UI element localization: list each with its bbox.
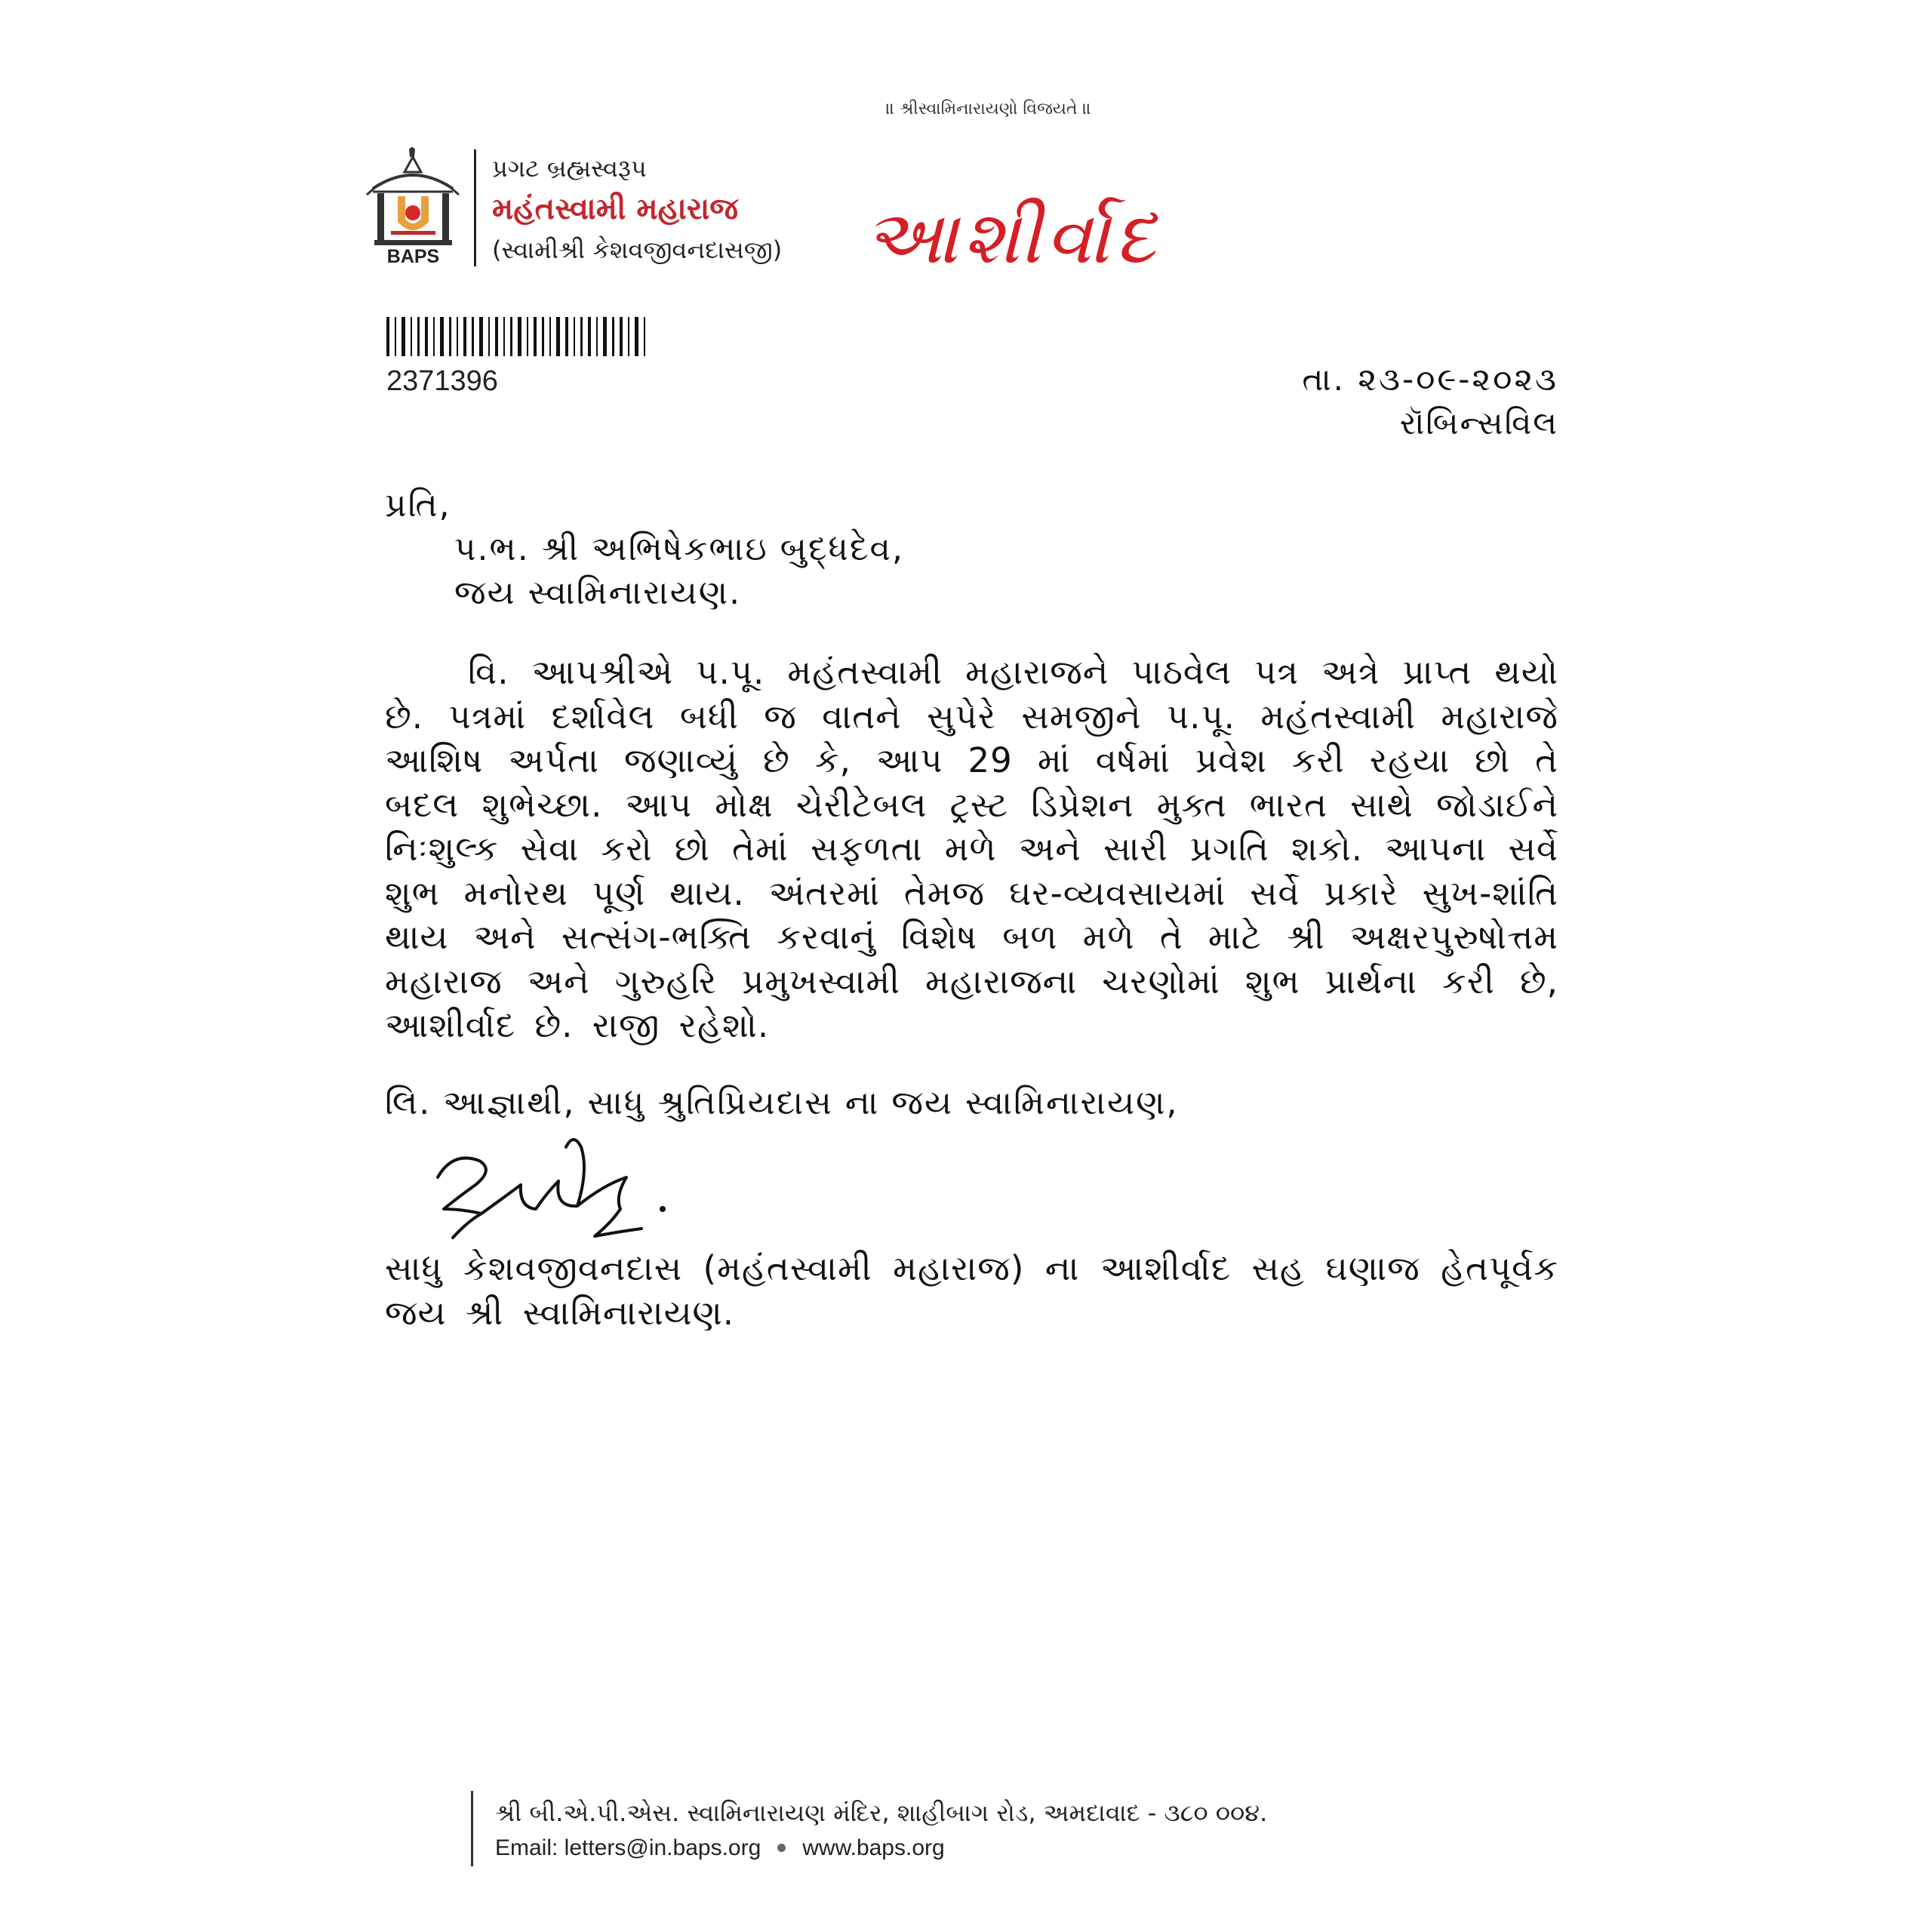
barcode-bar <box>603 317 607 356</box>
barcode-bar <box>644 317 645 356</box>
barcode-bar <box>386 317 389 356</box>
barcode-bar <box>518 317 521 356</box>
title-prefix: પ્રગટ બ્રહ્મસ્વરૂપ <box>492 154 647 183</box>
barcode-bar <box>503 317 505 356</box>
title-name: મહંતસ્વામી મહારાજ <box>492 192 739 226</box>
footer-divider <box>471 1791 473 1866</box>
barcode-bar <box>479 317 483 356</box>
barcode-bar <box>401 317 405 356</box>
barcode-bar <box>457 317 458 356</box>
barcode-bar <box>588 317 591 356</box>
barcode-bar <box>596 317 598 356</box>
barcode-bar <box>510 317 512 356</box>
barcode-bar <box>565 317 568 356</box>
barcode-bar <box>440 317 444 356</box>
title-suffix: (સ્વામીશ્રી કેશવજીવનદાસજી) <box>492 235 783 264</box>
letter-place: રૉબિન્સવિલ <box>1399 405 1558 441</box>
barcode <box>386 317 649 356</box>
salutation: પ્રતિ, <box>385 486 451 525</box>
barcode-bar <box>449 317 451 356</box>
barcode-bar <box>395 317 396 356</box>
barcode-bar <box>549 317 551 356</box>
barcode-bar <box>580 317 583 356</box>
final-note-block <box>385 1247 1558 1335</box>
barcode-bar <box>612 317 614 356</box>
footer-email[interactable]: Email: letters@in.baps.org <box>495 1835 761 1860</box>
barcode-bar <box>574 317 575 356</box>
header-divider <box>474 149 476 266</box>
footer-contact <box>495 1835 945 1861</box>
barcode-bar <box>620 317 623 356</box>
barcode-bar <box>628 317 629 356</box>
signature <box>423 1124 672 1245</box>
barcode-bar <box>488 317 490 356</box>
letter-heading: આશીર્વાદ <box>864 195 1161 281</box>
barcode-bar <box>556 317 560 356</box>
recipient-name: પ.ભ. શ્રી અભિષેકભાઇ બુદ્ધદેવ, <box>454 530 904 568</box>
letter-body <box>385 651 1558 1048</box>
barcode-bar <box>527 317 528 356</box>
barcode-bar <box>433 317 435 356</box>
barcode-bar <box>463 317 466 356</box>
barcode-bar <box>635 317 638 356</box>
footer-address: શ્રી બી.એ.પી.એસ. સ્વામિનારાયણ મંદિર, શાહીબાગ રોડ, અમદાવાદ - ૩૮૦ ૦૦૪. <box>495 1798 1268 1827</box>
closing-line: લિ. આજ્ઞાથી, સાધુ શ્રુતિપ્રિયદાસ ના જય સ્વામિનારાયણ, <box>385 1084 1179 1122</box>
barcode-bar <box>534 317 537 356</box>
barcode-bar <box>417 317 420 356</box>
final-note: સાધુ કેશવજીવનદાસ (મહંતસ્વામી મહારાજ) ના આશીર્વાદ સહ ઘણાજ હેતપૂર્વક જય શ્રી સ્વામિનારાયણ. <box>385 1248 1558 1333</box>
barcode-bar <box>425 317 428 356</box>
logo-text: BAPS <box>386 246 440 267</box>
separator-dot <box>777 1844 786 1852</box>
body-paragraph: વિ. આપશ્રીએ પ.પૂ. મહંતસ્વામી મહારાજને પાઠવેલ પત્ર અત્રે પ્રાપ્ત થયો છે. પત્રમાં દર્શાવેલ બધી જ વાતને સુપેરે સમજીને પ.પૂ. મહંતસ્વામી મહારાજે આશિષ અર્પતા જણાવ્યું છે કે, આપ 29 માં વર્ષમાં પ્રવેશ કરી રહયા છો તે બદલ શુભેચ્છા. આપ મોક્ષ ચેરીટેબલ ટ્રસ્ટ ડિપ્રેશન મુક્ત ભારત સાથે જોડાઈને નિઃશુલ્ક સેવા કરો છો તેમાં સફળતા મળે અને સારી પ્રગતિ શકો. આપના સર્વે શુભ મનોરથ પૂર્ણ થાય. અંતરમાં તેમજ ઘર-વ્યવસાયમાં સર્વે પ્રકારે સુખ-શાંતિ થાય અને સત્સંગ-ભક્તિ કરવાનું વિશેષ બળ મળે તે માટે શ્રી અક્ષરપુરુષોત્તમ મહારાજ અને ગુરુહરિ પ્રમુખસ્વામી મહારાજના ચરણોમાં શુભ પ્રાર્થના કરી છે, આશીર્વાદ છે. રાજી રહેશો. <box>385 652 1558 1045</box>
barcode-bar <box>495 317 498 356</box>
barcode-bar <box>472 317 474 356</box>
barcode-bar <box>411 317 412 356</box>
footer-website[interactable]: www.baps.org <box>802 1835 945 1860</box>
barcode-bar <box>542 317 544 356</box>
baps-logo <box>362 145 464 269</box>
barcode-number: 2371396 <box>386 365 498 397</box>
letter-date: તા. ૨૩-૦૯-૨૦૨૩ <box>1302 361 1558 398</box>
invocation-line: ॥ શ્રીસ્વામિનારાયણો વિજયતે ॥ <box>885 100 1092 118</box>
recipient-greeting: જય સ્વામિનારાયણ. <box>454 574 742 612</box>
